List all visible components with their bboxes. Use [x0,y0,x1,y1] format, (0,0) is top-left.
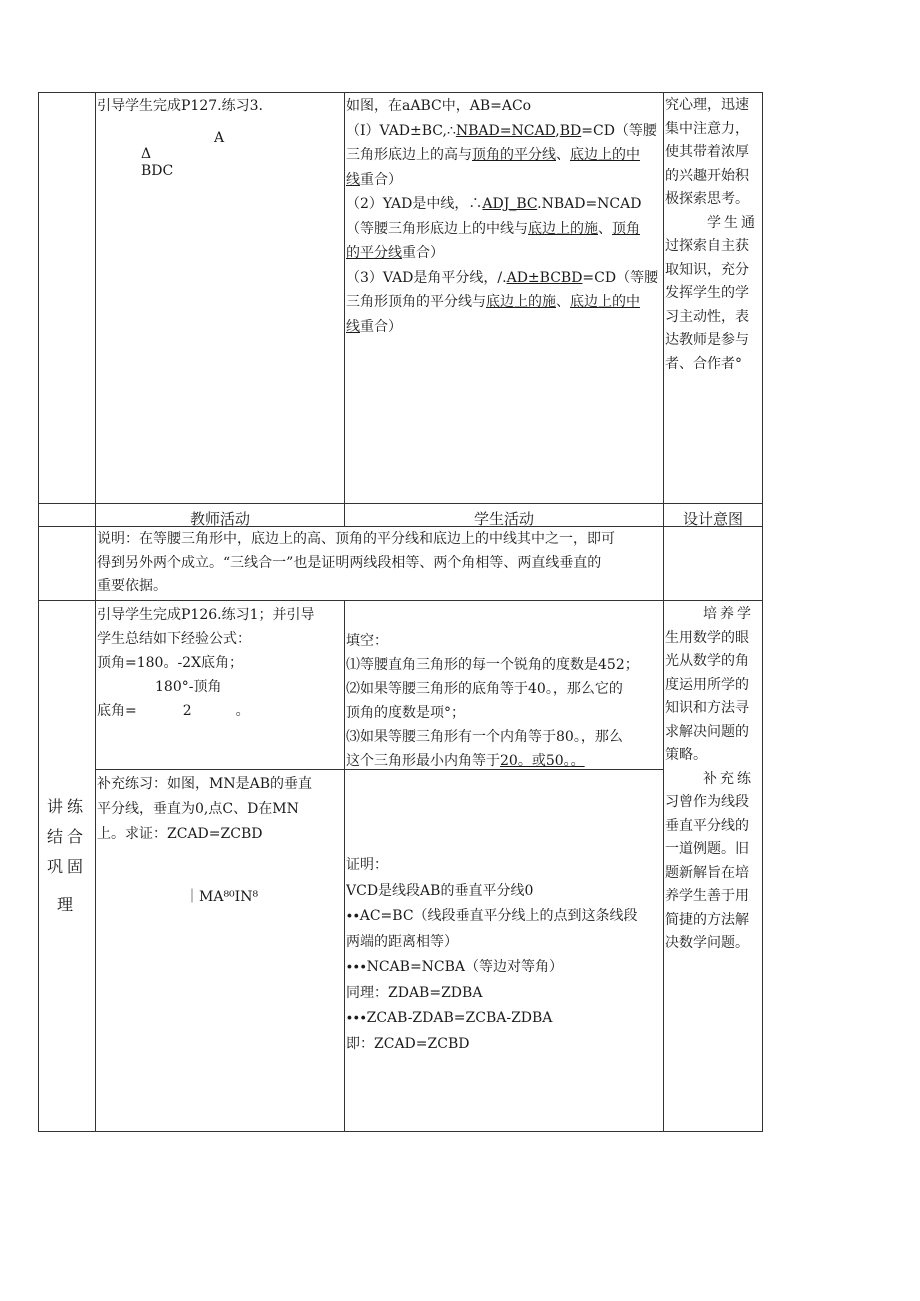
student-line: 顶角的度数是项°； [346,705,465,721]
intent-line: 习主动性，表 [665,308,749,325]
student-line: 如图，在aABC中，AB=ACo [346,98,532,114]
intent-line: 求解决问题的 [665,723,749,740]
student-line: 线重合） [346,318,402,335]
rule-exercise-split [95,769,663,770]
intent-line: 决数学问题。 [665,935,749,951]
intent-line: 发挥学生的学 [665,285,749,301]
rule-teacher-col [344,92,345,526]
teacher-cell-1 [97,94,342,499]
student-line: ⑵如果等腰三角形的底角等于40。，那么它的 [346,681,623,697]
explanation-line: 重要依据。 [97,578,167,594]
rule-teacher-col-lower [344,600,345,1132]
intent-line: 培养学 [703,606,754,622]
figure-mn-ab: ｜MA⁸⁰IN⁸ [185,889,259,905]
intent-cell-1 [665,94,762,499]
explanation-line: 说明：在等腰三角形中，底边上的高、顶角的平分线和底边上的中线其中之一，即可 [97,531,615,547]
intent-line: 一道例题。旧 [665,841,749,857]
student-line: （I）VAD±BC,∴NBAD=NCAD,BD=CD（等腰 [346,122,657,139]
rule-bottom [38,1131,763,1132]
section-label-line: 理 [56,895,77,914]
figure-label-delta: Δ [141,146,152,162]
student-line: 证明： [346,857,388,873]
intent-cell-2 [665,603,762,963]
intent-line: 习曾作为线段 [665,794,749,810]
student-line: 两端的距离相等） [346,933,458,950]
header-teacher-activity: 教师活动 [189,510,250,528]
student-line: 即：ZCAD=ZCBD [346,1035,470,1052]
teacher-formula-line: 底角= 2 。 [97,703,250,719]
section-label-line: 结合 [46,827,87,846]
intent-line: 简捷的方法解 [665,911,749,928]
student-line: 三角形顶角的平分线与底边上的施、底边上的中 [346,294,640,310]
section-label-line: 讲练 [46,797,87,816]
figure-label-a: A [214,130,225,146]
student-line: ∙∙∙NCAB=NCBA（等边对等角） [346,959,564,975]
lesson-table [38,92,763,1132]
teacher-cell-exercise1 [97,603,342,768]
section-label-line: 巩固 [46,857,87,876]
rule-top [38,92,763,93]
intent-line: 补充练 [703,770,754,787]
rule-explanation-bottom [38,600,763,601]
student-line: VCD是线段AB的垂直平分线0 [346,882,534,899]
intent-line: 养学生善于用 [665,888,749,904]
teacher-text-1: 引导学生完成P127.练习3. [97,98,263,114]
teacher-line: 引导学生完成P126.练习1；并引导 [97,607,315,623]
explanation-line: 得到另外两个成立。“三线合一”也是证明两线段相等、两个角相等、两直线垂直的 [97,554,602,571]
student-cell-1 [346,94,662,499]
figure-label-bdc: BDC [141,163,174,179]
teacher-line: 补充练习：如图，MN是AB的垂直 [97,776,312,792]
intent-line: 集中注意力， [665,120,749,137]
teacher-line: 顶角=180。-2X底角； [97,655,244,671]
triangle-figure [97,118,342,178]
student-cell-exercise1 [346,629,664,769]
rule-label-col [95,92,96,1132]
teacher-cell-exercise2 [97,772,342,1127]
intent-line: 取知识，充分 [665,261,749,278]
intent-line: 度运用所学的 [665,676,749,693]
teacher-line: 上。求证：ZCAD=ZCBD [97,826,263,842]
student-line: （等腰三角形底边上的中线与底边上的施、顶角 [346,220,640,237]
student-line: 同理：ZDAB=ZDBA [346,984,483,1001]
intent-line: 使其带着浓厚 [665,144,749,160]
student-line: ∙∙∙ZCAB-ZDAB=ZCBA-ZDBA [346,1010,553,1026]
rule-left [38,92,39,1132]
student-line: ⑶如果等腰三角形有一个内角等于80。，那么 [346,729,623,745]
intent-line: 的兴趣开始积 [665,167,749,184]
intent-line: 策略。 [665,747,707,763]
student-line: ⑴等腰直角三角形的每一个锐角的度数是452； [346,657,639,673]
intent-line: 垂直平分线的 [665,817,749,834]
rule-header-top [38,503,763,504]
student-line: 三角形底边上的高与顶角的平分线、底边上的中 [346,147,640,163]
explanation-cell [97,528,663,600]
teacher-line: 学生总结如下经验公式： [97,631,251,647]
student-line: 的平分线重合） [346,245,444,261]
teacher-line: 平分线，垂直为0,点C、D在MN [97,801,299,817]
student-line: 线重合） [346,171,402,188]
student-cell-exercise2 [346,853,664,1128]
student-line: 填空： [346,633,388,649]
section-label [39,792,95,952]
intent-line: 达教师是参与 [665,332,749,348]
student-line: （3）VAD是角平分线，/.AD±BCBD=CD（等腰 [346,269,659,286]
intent-line: 者、合作者° [665,355,742,372]
student-line: （2）YAD是中线，∴ADJ_BC.NBAD=NCAD [346,196,642,212]
intent-line: 学生通 [707,214,758,231]
intent-line: 生用数学的眼 [665,629,749,646]
student-line: 这个三角形最小内角等于20。或50。。 [346,753,585,769]
rule-right [762,92,763,1132]
intent-line: 知识和方法寻 [665,700,749,716]
intent-line: 过探索自主获 [665,238,749,254]
header-design-intent: 设计意图 [682,510,743,528]
student-line: ∙∙AC=BC（线段垂直平分线上的点到这条线段 [346,908,638,924]
intent-line: 极探索思考。 [665,191,749,207]
intent-line: 光从数学的角 [665,653,749,669]
header-student-activity: 学生活动 [473,510,534,528]
teacher-formula-numerator: 180°-顶角 [155,679,222,695]
intent-line: 究心理，迅速 [665,97,749,113]
intent-line: 题新解旨在培 [665,864,749,881]
